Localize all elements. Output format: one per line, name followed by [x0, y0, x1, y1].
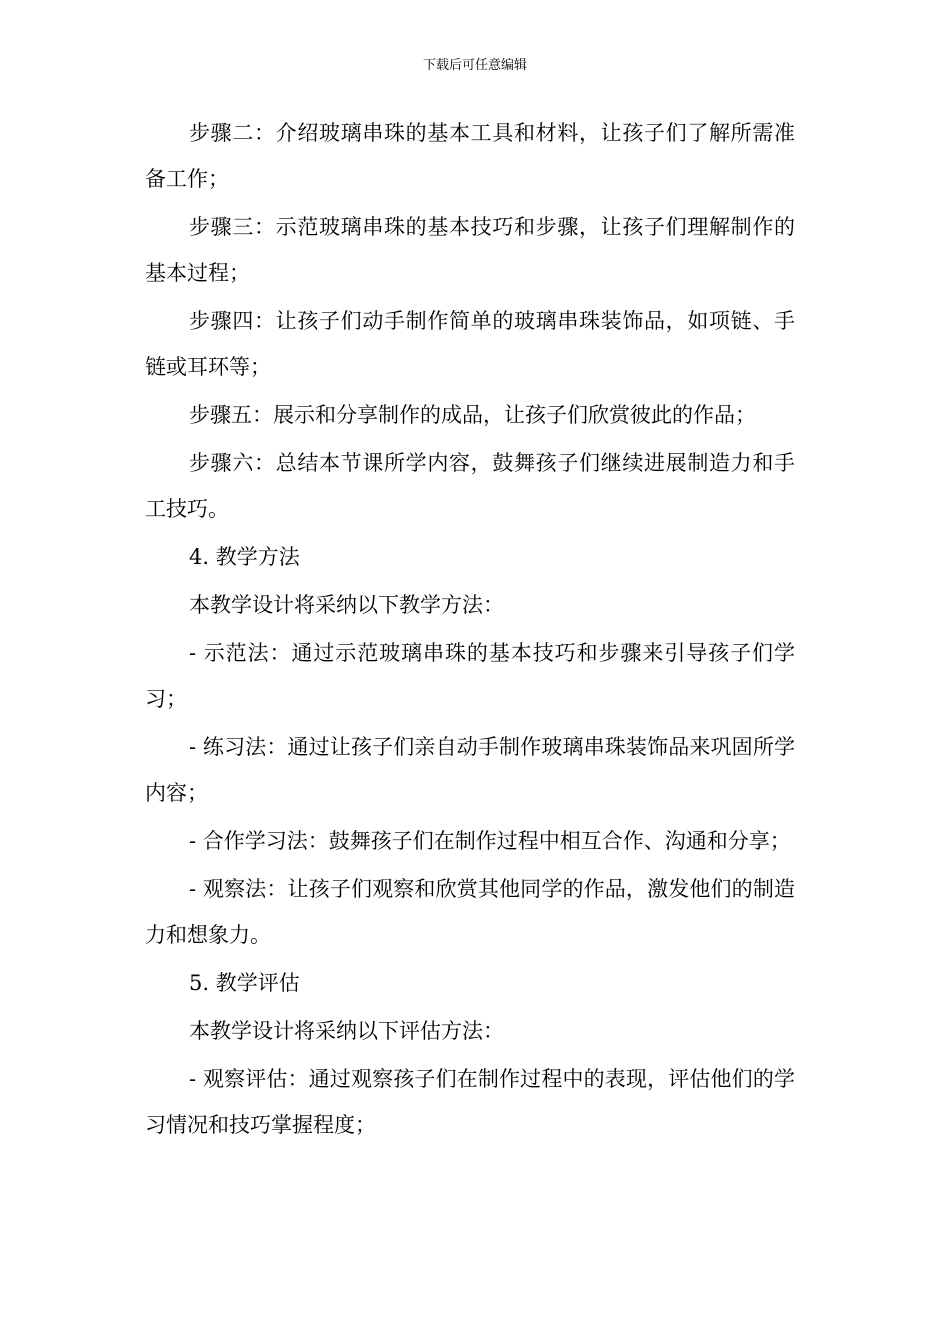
list-item-demonstration: - 示范法：通过示范玻璃串珠的基本技巧和步骤来引导孩子们学习；	[145, 641, 795, 711]
paragraph-step-5: 步骤五：展示和分享制作的成品，让孩子们欣赏彼此的作品；	[189, 403, 756, 427]
document-body	[145, 110, 795, 1150]
list-item-observation-evaluation: - 观察评估：通过观察孩子们在制作过程中的表现，评估他们的学习情况和技巧掌握程度；	[145, 1067, 795, 1137]
list-item-cooperative-learning: - 合作学习法：鼓舞孩子们在制作过程中相互合作、沟通和分享；	[189, 829, 791, 853]
paragraph-step-6: 步骤六：总结本节课所学内容，鼓舞孩子们继续进展制造力和手工技巧。	[145, 451, 795, 521]
paragraph-step-2: 步骤二：介绍玻璃串珠的基本工具和材料，让孩子们了解所需准备工作；	[145, 121, 795, 191]
page-header: 下载后可任意编辑	[422, 58, 527, 73]
list-item-practice: - 练习法：通过让孩子们亲自动手制作玻璃串珠装饰品来巩固所学内容；	[145, 735, 795, 805]
list-item-observation: - 观察法：让孩子们观察和欣赏其他同学的作品，激发他们的制造力和想象力。	[145, 877, 795, 947]
section-heading-teaching-methods: 4. 教学方法	[189, 545, 300, 569]
paragraph-methods-intro: 本教学设计将采纳以下教学方法：	[189, 593, 504, 617]
paragraph-step-3: 步骤三：示范玻璃串珠的基本技巧和步骤，让孩子们理解制作的基本过程；	[145, 215, 795, 285]
paragraph-step-4: 步骤四：让孩子们动手制作简单的玻璃串珠装饰品，如项链、手链或耳环等；	[145, 309, 795, 379]
paragraph-evaluation-intro: 本教学设计将采纳以下评估方法：	[189, 1019, 504, 1043]
section-heading-teaching-evaluation: 5. 教学评估	[189, 971, 300, 995]
